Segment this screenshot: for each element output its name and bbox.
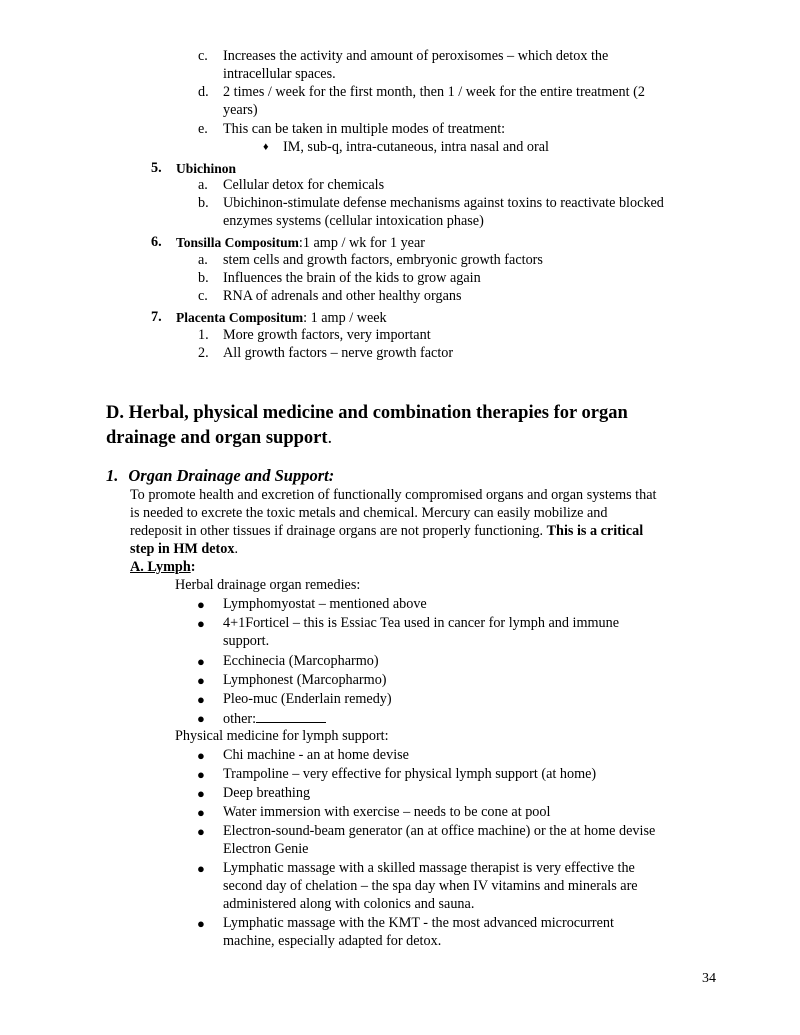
- bullet-icon: ●: [197, 767, 205, 782]
- bullet-text: Electron Genie: [223, 841, 309, 857]
- list-label: 2.: [198, 345, 209, 361]
- item-number: 7.: [151, 309, 162, 325]
- item-detail: : 1 amp / week: [303, 310, 387, 326]
- bullet-icon: ●: [197, 748, 205, 763]
- subsection-number: 1.: [106, 466, 119, 485]
- bullet-text: Water immersion with exercise – needs to be cone at pool: [223, 804, 551, 820]
- bullet-text: Deep breathing: [223, 785, 311, 801]
- list-text: enzymes systems (cellular intoxication phase): [223, 213, 484, 229]
- bullet-icon: ●: [197, 916, 205, 931]
- paragraph-line: is needed to excrete the toxic metals and chemical. Mercury can easily mobilize and: [130, 505, 608, 521]
- item-title: Tonsilla Compositum: [176, 235, 299, 250]
- paragraph-text: redeposit in other tissues if drainage organs are not properly functioning.: [130, 523, 547, 539]
- list-label: c.: [198, 48, 208, 64]
- bullet-text: Pleo-muc (Enderlain remedy): [223, 691, 392, 707]
- lymph-heading: [130, 559, 195, 577]
- paragraph-line: [130, 523, 643, 541]
- bullet-text: Ecchinecia (Marcopharmo): [223, 653, 379, 669]
- bullet-icon: ●: [197, 673, 205, 688]
- fill-in-blank: [256, 710, 326, 723]
- item-number: 6.: [151, 234, 162, 250]
- bullet-icon: ●: [197, 805, 205, 820]
- list-label: 1.: [198, 327, 209, 343]
- bullet-text: 4+1Forticel – this is Essiac Tea used in cancer for lymph and immune: [223, 615, 620, 631]
- paragraph-period: .: [234, 541, 238, 557]
- paragraph-emphasis: step in HM detox: [130, 541, 235, 557]
- bullet-text: Lymphatic massage with a skilled massage therapist is very effective the: [223, 860, 635, 876]
- list-text: Increases the activity and amount of peroxisomes – which detox the: [223, 48, 609, 64]
- bullet-icon: ●: [197, 616, 205, 631]
- list-label: a.: [198, 252, 208, 268]
- subsection-heading: [106, 467, 334, 485]
- item-detail: :1 amp / wk for 1 year: [298, 235, 425, 251]
- lymph-colon: :: [190, 559, 196, 575]
- bullet-text: Chi machine - an at home devise: [223, 747, 409, 763]
- list-text: intracellular spaces.: [223, 66, 336, 82]
- item-title: Ubichinon: [176, 161, 237, 176]
- list-label: c.: [198, 288, 208, 304]
- paragraph-line: To promote health and excretion of functionally compromised organs and organ systems that: [130, 487, 657, 503]
- list-label: b.: [198, 270, 209, 286]
- bullet-text: second day of chelation – the spa day when IV vitamins and minerals are: [223, 878, 638, 894]
- section-heading-cont: [106, 427, 332, 449]
- bullet-text: Lymphatic massage with the KMT - the most advanced microcurrent: [223, 915, 614, 931]
- bullet-text: other:: [223, 711, 257, 727]
- list-label: b.: [198, 195, 209, 211]
- bullet-icon: ●: [197, 861, 205, 876]
- herbal-intro: Herbal drainage organ remedies:: [175, 577, 361, 593]
- item-heading: [176, 309, 387, 328]
- section-heading-period: .: [327, 428, 333, 448]
- paragraph-emphasis: This is a critical: [546, 523, 644, 539]
- bullet-text: administered along with colonics and sauna.: [223, 896, 475, 912]
- bullet-text-blank: [223, 710, 326, 729]
- list-text: Cellular detox for chemicals: [223, 177, 385, 193]
- list-label: e.: [198, 121, 208, 137]
- list-text: This can be taken in multiple modes of treatment:: [223, 121, 506, 137]
- bullet-text: machine, especially adapted for detox.: [223, 933, 442, 949]
- bullet-text: support.: [223, 633, 270, 649]
- list-text: stem cells and growth factors, embryonic growth factors: [223, 252, 543, 268]
- subsection-title: Organ Drainage and Support:: [128, 466, 335, 485]
- diamond-bullet-icon: ♦: [263, 141, 269, 153]
- list-text: Influences the brain of the kids to grow again: [223, 270, 481, 286]
- bullet-icon: ●: [197, 824, 205, 839]
- bullet-icon: ●: [197, 654, 205, 669]
- bullet-icon: ●: [197, 597, 205, 612]
- section-heading-text: drainage and organ support: [106, 428, 328, 448]
- bullet-text: Trampoline – very effective for physical lymph support (at home): [223, 766, 597, 782]
- item-title: Placenta Compositum: [176, 310, 304, 325]
- paragraph-line: [130, 541, 238, 559]
- physical-intro: Physical medicine for lymph support:: [175, 728, 389, 744]
- list-text: years): [223, 102, 258, 118]
- list-label: a.: [198, 177, 208, 193]
- list-text: RNA of adrenals and other healthy organs: [223, 288, 462, 304]
- list-text: All growth factors – nerve growth factor: [223, 345, 454, 361]
- section-heading: D. Herbal, physical medicine and combination therapies for organ: [106, 403, 628, 423]
- bullet-text: Lymphonest (Marcopharmo): [223, 672, 387, 688]
- item-heading: [176, 234, 425, 253]
- page-number: 34: [702, 971, 716, 986]
- bullet-text: Lymphomyostat – mentioned above: [223, 596, 427, 612]
- list-label: d.: [198, 84, 209, 100]
- list-text: 2 times / week for the first month, then 1 / week for the entire treatment (2: [223, 84, 645, 100]
- list-text: More growth factors, very important: [223, 327, 431, 343]
- list-text: IM, sub-q, intra-cutaneous, intra nasal and oral: [283, 139, 549, 155]
- list-text: Ubichinon-stimulate defense mechanisms against toxins to reactivate blocked: [223, 195, 664, 211]
- bullet-icon: ●: [197, 711, 205, 726]
- bullet-icon: ●: [197, 786, 205, 801]
- lymph-label: A. Lymph: [130, 559, 191, 575]
- bullet-text: Electron-sound-beam generator (an at office machine) or the at home devise: [223, 823, 656, 839]
- bullet-icon: ●: [197, 692, 205, 707]
- item-number: 5.: [151, 160, 162, 176]
